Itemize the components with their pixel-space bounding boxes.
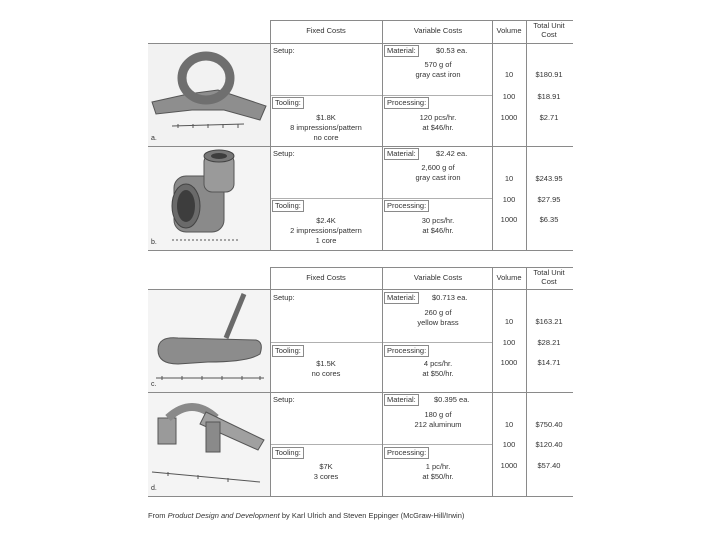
header-variable-costs: Variable Costs [413, 273, 463, 282]
part-letter: a. [151, 135, 157, 142]
part-b-photo [148, 146, 270, 250]
material-desc-line2: gray cast iron [415, 173, 461, 182]
volume-1000: 1000 [500, 358, 518, 367]
processing-rate: 1 pc/hr. [425, 462, 451, 471]
tooling-cost: $1.5K [316, 359, 336, 368]
material-desc-line1: 570 g of [424, 60, 452, 69]
tooling-detail-1: 3 cores [313, 472, 339, 481]
part-letter: c. [151, 381, 157, 388]
header-total-unit-cost: Total Unit Cost [533, 268, 565, 286]
tooling-detail-2: 1 core [315, 236, 337, 245]
source-citation: From Product Design and Development by Karl Ulrich and Steven Eppinger (McGraw-Hill/Irwin) [148, 511, 465, 520]
setup-label: Setup: [273, 149, 295, 158]
material-desc-line1: 260 g of [424, 308, 452, 317]
tooling-detail-1: 2 impressions/pattern [290, 226, 362, 235]
volume-100: 100 [502, 338, 516, 347]
processing-cost: at $46/hr. [422, 226, 454, 235]
total-cost-1000: $57.40 [537, 461, 561, 470]
tooling-cost: $1.8K [316, 113, 336, 122]
tooling-cost: $7K [319, 462, 333, 471]
material-cost: $0.53 ea. [436, 46, 468, 55]
volume-100: 100 [502, 440, 516, 449]
processing-cost: at $50/hr. [422, 369, 454, 378]
material-label: Material: [384, 394, 419, 406]
total-cost-10: $243.95 [535, 174, 563, 183]
material-label: Material: [384, 148, 419, 160]
header-volume: Volume [496, 273, 522, 282]
tooling-label: Tooling: [272, 447, 304, 459]
processing-label: Processing: [384, 97, 429, 109]
volume-10: 10 [504, 70, 514, 79]
volume-1000: 1000 [500, 113, 518, 122]
tooling-detail-2: no core [313, 133, 339, 142]
tooling-detail-1: no cores [311, 369, 341, 378]
total-cost-100: $120.40 [535, 440, 563, 449]
total-cost-1000: $14.71 [537, 358, 561, 367]
header-variable-costs: Variable Costs [413, 26, 463, 35]
part-d-photo [148, 392, 270, 496]
processing-rate: 120 pcs/hr. [419, 113, 457, 122]
volume-100: 100 [502, 92, 516, 101]
total-cost-1000: $6.35 [539, 215, 559, 224]
material-label: Material: [384, 45, 419, 57]
material-cost: $2.42 ea. [436, 149, 468, 158]
volume-1000: 1000 [500, 215, 518, 224]
material-desc-line2: gray cast iron [415, 70, 461, 79]
volume-100: 100 [502, 195, 516, 204]
total-cost-100: $27.95 [537, 195, 561, 204]
volume-10: 10 [504, 174, 514, 183]
tooling-label: Tooling: [272, 345, 304, 357]
processing-rate: 30 pcs/hr. [421, 216, 455, 225]
material-desc-line2: 212 aluminum [414, 420, 462, 429]
part-c-photo [148, 290, 270, 392]
material-desc-line2: yellow brass [417, 318, 459, 327]
volume-10: 10 [504, 420, 514, 429]
processing-cost: at $46/hr. [422, 123, 454, 132]
material-label: Material: [384, 292, 419, 304]
processing-label: Processing: [384, 345, 429, 357]
total-cost-100: $28.21 [537, 338, 561, 347]
header-fixed-costs: Fixed Costs [306, 26, 346, 35]
setup-label: Setup: [273, 395, 295, 404]
volume-10: 10 [504, 317, 514, 326]
tooling-detail-1: 8 impressions/pattern [290, 123, 362, 132]
part-letter: d. [151, 485, 157, 492]
tooling-label: Tooling: [272, 97, 304, 109]
brass-putter-head-icon [148, 290, 270, 392]
total-cost-100: $18.91 [537, 92, 561, 101]
aluminum-bracket-icon [148, 392, 270, 496]
processing-rate: 4 pcs/hr. [423, 359, 453, 368]
material-desc-line1: 2,600 g of [421, 163, 455, 172]
total-cost-10: $163.21 [535, 317, 563, 326]
total-cost-10: $180.91 [535, 70, 563, 79]
total-cost-10: $750.40 [535, 420, 563, 429]
material-desc-line1: 180 g of [424, 410, 452, 419]
header-fixed-costs: Fixed Costs [306, 273, 346, 282]
header-volume: Volume [496, 26, 522, 35]
setup-label: Setup: [273, 46, 295, 55]
book-title: Product Design and Development [167, 511, 280, 520]
processing-label: Processing: [384, 200, 429, 212]
part-a-photo [148, 44, 270, 146]
material-cost: $0.395 ea. [434, 395, 470, 404]
cast-iron-bracket-icon [148, 44, 270, 146]
processing-cost: at $50/hr. [422, 472, 454, 481]
processing-label: Processing: [384, 447, 429, 459]
header-total-unit-cost: Total Unit Cost [533, 21, 565, 39]
volume-1000: 1000 [500, 461, 518, 470]
part-letter: b. [151, 239, 157, 246]
material-cost: $0.713 ea. [432, 293, 468, 302]
cast-iron-elbow-fitting-icon [148, 146, 270, 250]
total-cost-1000: $2.71 [539, 113, 559, 122]
setup-label: Setup: [273, 293, 295, 302]
tooling-cost: $2.4K [316, 216, 336, 225]
tooling-label: Tooling: [272, 200, 304, 212]
